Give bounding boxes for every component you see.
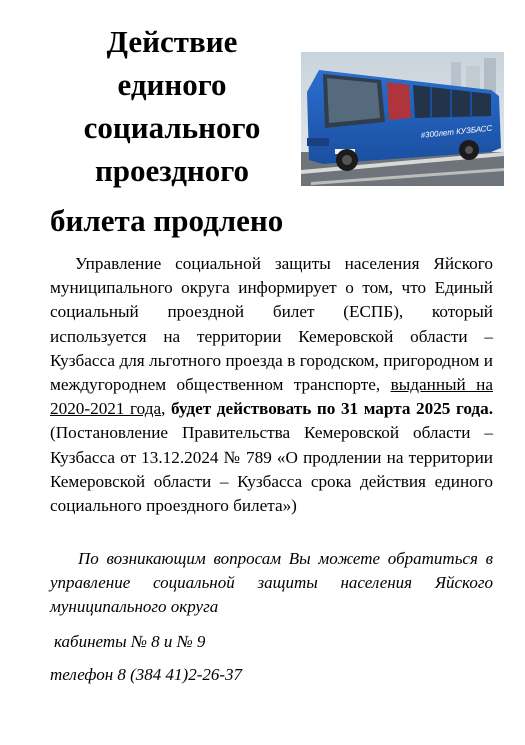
announcement-text-3: (Постановление Правительства Кемеровской области – Кузбасса от 13.12.2024 № 789 «О продлении на территории Кемеровской области – Кузбасса срока действия единого социального проездного билета») bbox=[50, 423, 493, 516]
headline-line-4: проездного bbox=[94, 153, 250, 188]
headline-line-5: билета продлено bbox=[50, 203, 284, 238]
announcement-text-1: Управление социальной защиты населения Яйского муниципального округа информирует о том, что Единый социальный проездной билет (ЕСПБ), который используется на территории Кемеровской области – Кузбасса для льготного проезда в городском, пригородном и междугороднем общественном транспорте, bbox=[50, 254, 493, 395]
contact-text: По возникающим вопросам Вы можете обратиться в управление социальной защиты населения Яйского муниципального округа bbox=[50, 549, 493, 616]
headline bbox=[62, 20, 282, 192]
office-rooms: кабинеты № 8 и № 9 bbox=[54, 632, 206, 651]
announcement-paragraph bbox=[50, 252, 493, 518]
svg-text:#300лет КУЗБАСС: #300лет КУЗБАСС bbox=[420, 123, 493, 140]
phone-number: телефон 8 (384 41)2-26-37 bbox=[50, 665, 243, 684]
bus-photo bbox=[301, 52, 504, 186]
announcement-body bbox=[50, 252, 493, 518]
headline-line-3: социального bbox=[83, 110, 261, 145]
bus-photo-icon bbox=[301, 52, 504, 186]
issued-years-underlined: выданный на 2020-2021 года bbox=[50, 375, 493, 419]
announcement-text-2: , bbox=[161, 399, 171, 419]
headline-line-2: единого bbox=[117, 67, 227, 102]
headline-line-1: Действие bbox=[106, 24, 238, 59]
contact-info bbox=[50, 547, 493, 619]
validity-date-bold: будет действовать по 31 марта 2025 года. bbox=[170, 399, 493, 419]
